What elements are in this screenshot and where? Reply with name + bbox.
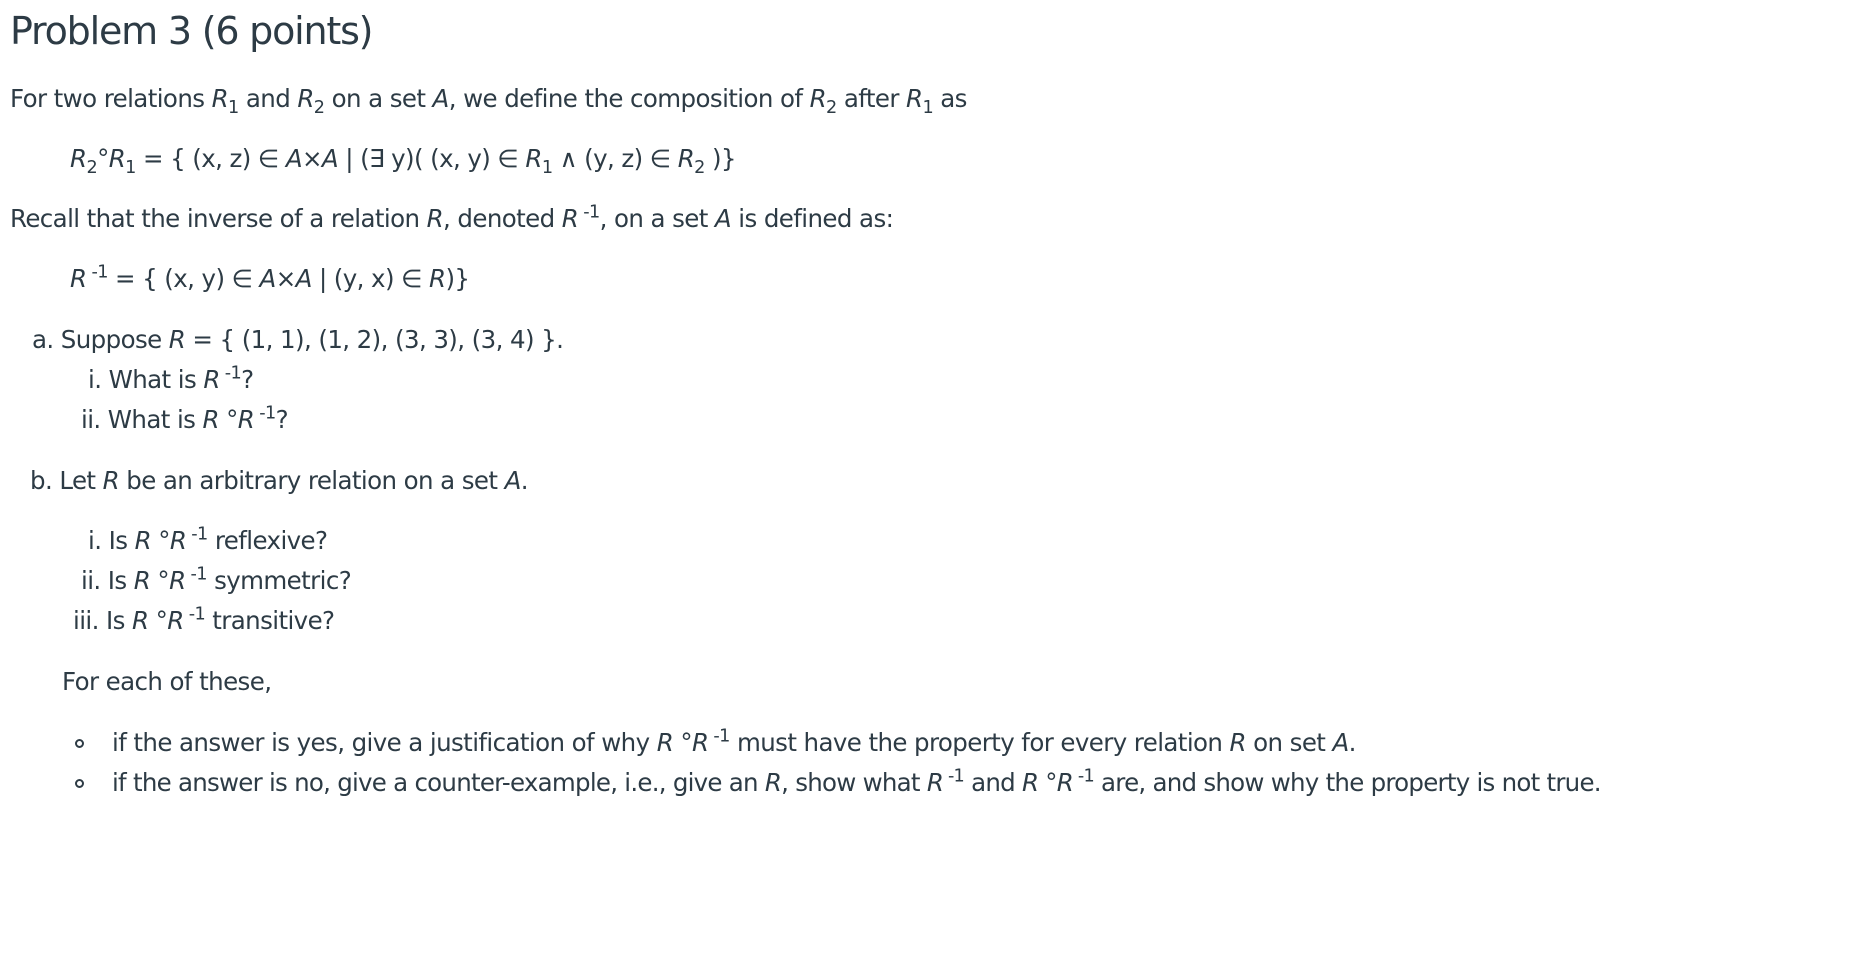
part-b-question-i: i. Is R °R $^{-1}$ reflexive? xyxy=(88,524,328,555)
recall-paragraph: Recall that the inverse of a relation R, denoted R $^{-1}$, on a set A is defined as: xyxy=(10,202,894,233)
part-a-question-i: i. What is R $^{-1}$? xyxy=(88,363,254,394)
bullet-icon xyxy=(75,739,84,748)
composition-definition: $R_2^\circ R_1$ = { (x, z) ∈ A×A | (∃ y)( (x, y) ∈ $R_1$ ∧ (y, z) ∈ $R_2$ )} xyxy=(70,144,736,179)
problem-title: Problem 3 (6 points) xyxy=(10,9,373,53)
part-a-heading: a. Suppose R = { (1, 1), (1, 2), (3, 3), (3, 4) }. xyxy=(32,325,564,354)
part-b-question-ii: ii. Is R °R $^{-1}$ symmetric? xyxy=(81,564,352,595)
bullet-icon xyxy=(75,779,84,788)
bullet-item-no: if the answer is no, give a counter-example, i.e., give an R, show what R $^{-1}$ and R °R $^{-1}$ are, and show why the property is not true. xyxy=(112,766,1601,797)
part-b-heading: b. Let R be an arbitrary relation on a set A. xyxy=(30,466,528,495)
bullet-item-yes: if the answer is yes, give a justification of why R °R $^{-1}$ must have the property for every relation R on set A. xyxy=(112,726,1356,757)
intro-paragraph: For two relations $R_1$ and $R_2$ on a set A, we define the composition of $R_2$ after $R_1$ as xyxy=(10,84,967,119)
part-b-question-iii: iii. Is R °R $^{-1}$ transitive? xyxy=(73,604,335,635)
part-a-question-ii: ii. What is R °R $^{-1}$? xyxy=(81,403,289,434)
inverse-definition: R $^{-1}$ = { (x, y) ∈ A×A | (y, x) ∈ R)} xyxy=(70,262,470,293)
for-each-text: For each of these, xyxy=(62,667,272,696)
